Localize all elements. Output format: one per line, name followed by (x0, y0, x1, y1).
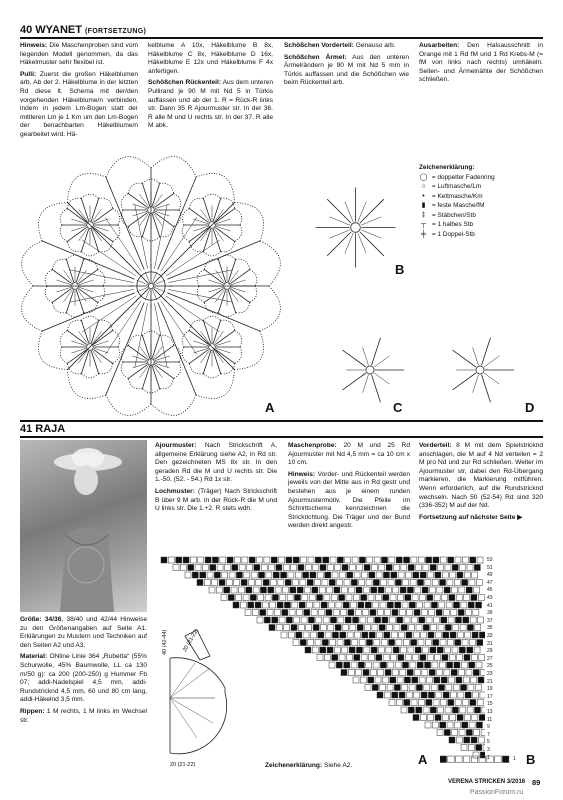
chart-b-row-number: 1 (513, 756, 516, 762)
crochet-chart-d (440, 330, 520, 410)
chart-label-b: B (395, 262, 405, 277)
raja-column-3: Maschenprobe: 20 M und 25 Rd Ajourmuster mit Nd 4,5 mm = ca 10 cm x 10 cm. Hinweis: Vorder- und Rückenteil werden jeweils von der Mitte aus in Rd gestr und bestehen aus je einem runden Ajourmustermotiv. Die Pfeile im Schnittschema kennzeichnen die Strickrichtung. Die Träger und der Bund werden direkt angestr. (288, 442, 410, 530)
row-number: 5 (487, 739, 490, 746)
raja-column-4: Vorderteil: 8 M mit dem Spielstricknd anschlagen, die M auf 4 Nd verteilen = 2 M pro Nd und zur Rd schließen. Weiter im Ajourmuster str, dabei den Rd-Übergang markieren, die Markierung mitführen. Wenn erforderlich, auf die Rundstricknd wechseln. Nach 50 (52-54) Rd sind 320 (336-352) M auf der Nd. Fortsetzung auf nächster Seite ▶ (419, 442, 543, 521)
row-number: 35 (487, 625, 493, 632)
crochet-chart-a (20, 155, 282, 417)
slip-stitch-icon: • (422, 192, 425, 200)
crochet-chart-c (330, 330, 410, 410)
wyanet-column-4: Ausarbeiten: Den Halsausschnitt in Orange mit 1 Rd fM und 1 Rd Krebs-M (= fM von links nach rechts) umhäkeln. Seiten- und Ärmelnähte der Schößchen schließen. (419, 42, 543, 84)
raja-column-2: Ajourmuster: Nach Strickschrift A, allgemeine Erklärung siehe A2, in Rd str. Den gezeichneten MS 8x str. In den geraden Rd die M und U rechts str. Die 1.-50. (52. - 54.) Rd 1x str. Lochmuster: (Träger) Nach Strickschrift B über 9 M arb. In der Rück-R die M und U links str. Die 1.+2. R stets wdh. (155, 442, 277, 513)
bottom-legend: Zeichenerklärung: Siehe A2. (265, 762, 353, 769)
row-number: 17 (487, 693, 493, 700)
row-number: 37 (487, 617, 493, 624)
row-number: 47 (487, 579, 493, 586)
dimension-top: 20 (21-22) (182, 628, 200, 653)
legend-item: ╪ = 1 Doppel-Stb (419, 230, 544, 240)
row-number: 19 (487, 686, 493, 693)
chart-label-a: A (265, 400, 275, 415)
section-divider-raja (20, 436, 543, 438)
row-number: 15 (487, 701, 493, 708)
dimension-bottom: 20 (21-22) (170, 762, 196, 768)
legend-item: ┬ = 1 halbes Stb (419, 220, 544, 230)
legend-title: Zeichenerklärung: (419, 164, 475, 171)
row-number: 1 (487, 754, 490, 761)
chart-label-d: D (525, 400, 535, 415)
chain-icon: ○ (421, 183, 426, 190)
row-numbers (487, 553, 507, 768)
legend-item: ◯ = doppelter Fadenring (419, 173, 495, 181)
page-number: 89 (532, 778, 541, 787)
legend-item: ○ = Luftmasche/Lm (419, 182, 544, 192)
garment-schematic (155, 628, 245, 758)
row-number: 53 (487, 557, 493, 563)
row-number: 43 (487, 595, 493, 601)
knitting-chart-b (440, 755, 512, 764)
stitch-legend (419, 163, 544, 239)
wyanet-column-3: Schößchen Vorderteil: Genauso arb. Schößchen Ärmel: Aus den unteren Ärmelrändern je 90 M mit Nd 5 mm in Türkis auffassen und die Schößchen wie beim Rückenteil arb. (284, 42, 409, 87)
section-divider-middle (20, 420, 543, 422)
chart-label-c: C (393, 400, 403, 415)
row-number: 7 (487, 731, 490, 738)
row-number: 31 (487, 640, 493, 647)
treble-icon: ╪ (421, 230, 426, 238)
wyanet-column-1: Hinweis: Die Maschenproben sind vom liegenden Modell genommen, da das Häkelmuster sehr flexibel ist. Pulli: Zuerst die großen Häkelblumen arb. Ab der 2. Häkelblume in der letzten Rd diese lt. Schema mit der/den vorgehenden Häkelblume/n verbinden, indem in jedem Lm-Bogen statt der mittleren Lm je 1 Km um den Lm-Bogen der benachbarten Häkelblume/n gearbeitet wird. Hä- (20, 42, 138, 138)
row-number: 33 (487, 633, 493, 639)
row-number: 21 (487, 678, 493, 685)
section-divider-top (20, 37, 543, 39)
crochet-chart-b (308, 180, 403, 275)
row-number: 41 (487, 602, 493, 609)
row-number: 29 (487, 648, 493, 655)
row-number: 27 (487, 655, 493, 662)
watermark: PassionForum.ru (470, 789, 524, 796)
legend-item: • = Kettmasche/Km (419, 192, 544, 202)
raja-column-1: Größe: 34/36, 38/40 und 42/44 Hinweise zu den Größenangaben auf Seite A1. Erklärungen zu Mustern und Techniken auf den Seiten A2 und A3. Material: ONline Linie 364 „Rubetta“ (55% Schurwolle, 45% Baumwolle, LL ca 130 m/50 g): ca 200 (200-250) g Hummer Fb 07; addi-Nadelspiel 4,5 mm, addi-Rundstricknd 4,5 mm, 60 und 80 cm lang, addi-Häkelnd 3,5 mm. Rippen: 1 M rechts, 1 M links im Wechsel str. (20, 616, 147, 724)
double-crochet-icon: ‡ (421, 211, 426, 219)
row-number: 23 (487, 671, 493, 677)
legend-item: ▮ = feste Masche/fM (419, 201, 544, 211)
ring-icon: ◯ (419, 173, 428, 181)
model-photo (20, 440, 147, 612)
row-number: 51 (487, 564, 493, 571)
continued-link[interactable]: Fortsetzung auf nächster Seite ▶ (419, 513, 523, 521)
chart-label-knit-b: B (526, 752, 536, 767)
single-crochet-icon: ▮ (421, 202, 426, 209)
section-40-title: 40 WYANET (FORTSETZUNG) (20, 24, 147, 36)
row-number: 49 (487, 572, 493, 579)
half-double-icon: ┬ (421, 221, 426, 228)
row-number: 9 (487, 724, 490, 731)
chart-label-knit-a: A (418, 752, 428, 767)
row-number: 45 (487, 587, 493, 594)
magazine-footer: VERENA STRICKEN 3/2016 (448, 779, 526, 785)
legend-item: ‡ = Stäbchen/Stb (419, 211, 544, 221)
section-41-title: 41 RAJA (20, 423, 66, 435)
row-number: 25 (487, 663, 493, 670)
row-number: 11 (487, 716, 493, 723)
row-number: 13 (487, 709, 493, 715)
dimension-left: 40 (42-44) (162, 629, 168, 655)
row-number: 3 (487, 747, 490, 753)
wyanet-column-2: kelblume A 10x, Häkelblume B 8x, Häkelblume C 8x, Häkelblume D 16x, Häkelblume E 12x und Häkelblume F 4x anfertigen. Schößchen Rückenteil: Aus dem unteren Pullirand je 90 M mit Nd 5 in Türkis auffassen und ab der 1. R = Rück-R links str. Dann 35 R Ajourmuster str. In der 36. R alle M und U rechts str. In der 37. R alle M abk. (148, 42, 273, 130)
row-number: 39 (487, 610, 493, 617)
